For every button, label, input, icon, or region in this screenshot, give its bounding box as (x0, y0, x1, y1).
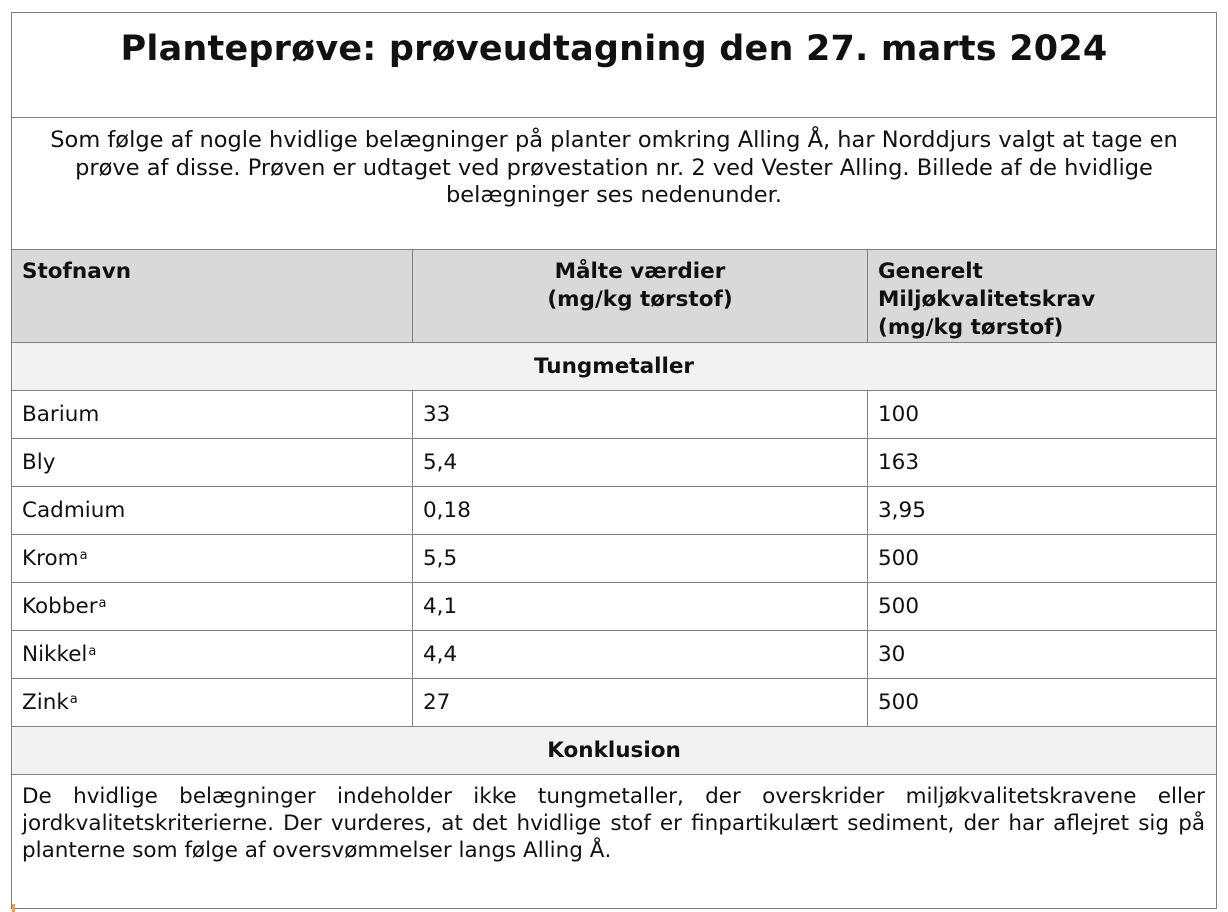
substance-name: Barium (22, 402, 100, 427)
measured-value-cell: 4,4 (413, 631, 868, 679)
footnote-marker: a (79, 548, 88, 563)
substance-cell (12, 631, 413, 679)
substance-name: Kobber (22, 594, 98, 619)
substance-cell (12, 583, 413, 631)
sample-results-table (11, 12, 1217, 909)
substance-name: Krom (22, 546, 79, 571)
substance-cell (12, 535, 413, 583)
requirement-value-cell: 163 (868, 439, 1217, 487)
substance-cell (12, 679, 413, 727)
measured-value-cell: 0,18 (413, 487, 868, 535)
column-header-measured-line1: Målte værdier (554, 259, 726, 284)
column-header-measured-unit: (mg/kg tørstof) (547, 287, 733, 312)
section-row-heavy-metals (12, 343, 1217, 391)
section-heading-heavy-metals: Tungmetaller (12, 343, 1217, 391)
title-row (12, 13, 1217, 118)
substance-name: Bly (22, 450, 56, 475)
conclusion-cell (12, 775, 1217, 909)
conclusion-paragraph: De hvidlige belægninger indeholder ikke tungmetaller, der overskrider miljøkvalitetskravene eller jordkvalitetskriterierne. Der vurderes, at det hvidlige stof er finpartikulært sediment, der har aflejret sig på planterne som følge af oversvømmelser langs Alling Å. (22, 784, 1206, 863)
substance-cell (12, 487, 413, 535)
requirement-value-cell: 500 (868, 583, 1217, 631)
column-header-substance (12, 250, 413, 343)
column-header-requirement-unit: (mg/kg tørstof) (878, 315, 1064, 340)
column-header-requirement (868, 250, 1217, 343)
footnote-marker: a (88, 644, 97, 659)
table-header-row (12, 250, 1217, 343)
substance-cell (12, 439, 413, 487)
footnote-marker: a (69, 692, 78, 707)
measured-value-cell: 33 (413, 391, 868, 439)
measured-value-cell: 4,1 (413, 583, 868, 631)
table-row (12, 679, 1217, 727)
intro-cell (12, 118, 1217, 250)
intro-paragraph: Som følge af nogle hvidlige belægninger på planter omkring Alling Å, har Norddjurs valgt at tage en prøve af disse. Prøven er udtaget ved prøvestation nr. 2 ved Vester Alling. Billede af de hvidlige belægninger ses nedenunder. (50, 127, 1178, 208)
title-cell (12, 13, 1217, 118)
requirement-value-cell: 500 (868, 535, 1217, 583)
text-cursor-mark (12, 904, 15, 912)
measured-value-cell: 27 (413, 679, 868, 727)
table-row (12, 631, 1217, 679)
requirement-value-cell: 30 (868, 631, 1217, 679)
section-row-conclusion (12, 727, 1217, 775)
column-header-substance-label: Stofnavn (22, 259, 132, 284)
table-row (12, 391, 1217, 439)
footnote-marker: a (98, 596, 107, 611)
conclusion-row (12, 775, 1217, 909)
substance-name: Cadmium (22, 498, 126, 523)
section-heading-conclusion: Konklusion (12, 727, 1217, 775)
intro-row (12, 118, 1217, 250)
substance-cell (12, 391, 413, 439)
measured-value-cell: 5,5 (413, 535, 868, 583)
table-row (12, 535, 1217, 583)
requirement-value-cell: 100 (868, 391, 1217, 439)
column-header-measured (413, 250, 868, 343)
table-row (12, 487, 1217, 535)
substance-name: Zink (22, 690, 69, 715)
substance-name: Nikkel (22, 642, 88, 667)
table-row (12, 439, 1217, 487)
column-header-requirement-line1: Generelt Miljøkvalitetskrav (878, 259, 1096, 312)
requirement-value-cell: 500 (868, 679, 1217, 727)
page-title: Planteprøve: prøveudtagning den 27. marts 2024 (120, 29, 1108, 69)
measured-value-cell: 5,4 (413, 439, 868, 487)
requirement-value-cell: 3,95 (868, 487, 1217, 535)
table-row (12, 583, 1217, 631)
